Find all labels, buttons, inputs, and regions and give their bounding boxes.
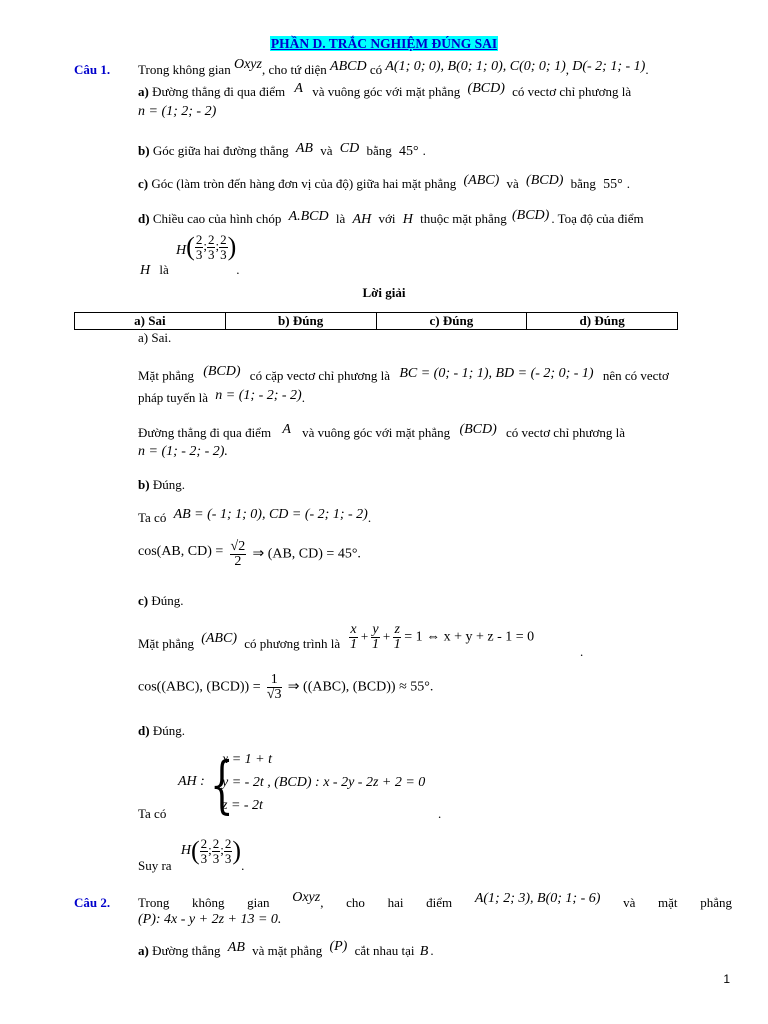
solution-title: Lời giải [362, 285, 406, 300]
sol-b-vectors: Ta có AB = (- 1; 1; 0), CD = (- 2; 1; - 2). [138, 507, 372, 525]
sol-d-head: d) Đúng. [138, 723, 185, 738]
page-number: 1 [723, 972, 730, 986]
q1-a-vector: n = (1; 2; - 2) [138, 104, 217, 119]
q2-plane-equation: (P): 4x - y + 2z + 13 = 0. [138, 912, 282, 927]
sol-b-head: b) Đúng. [138, 477, 185, 492]
sol-a-line1: Mặt phẳng (BCD) có cặp vectơ chỉ phương là BC = (0; - 1; 1), BD = (- 2; 0; - 1) nên có vectơ [138, 364, 669, 383]
sol-b-cos: cos(AB, CD) = $\frac{√2}{2}$ ⇒ (AB, CD) = 45°. [138, 539, 361, 569]
answer-c: c) Đúng [376, 313, 527, 330]
q1-statement-c: c) Góc (làm tròn đến hàng đơn vị của độ) giữa hai mặt phẳng (ABC) và (BCD) bằng 55° . [138, 173, 631, 192]
sol-c-cos: cos((ABC), (BCD)) = $\frac{1}{√3}$ ⇒ ((ABC), (BCD)) ≈ 55°. [138, 672, 434, 702]
q1-statement-d: d) Chiều cao của hình chóp A.BCD là AH với H thuộc mặt phẳng (BCD) . Toạ độ của điểm [138, 208, 644, 227]
sol-d-row3: z = - 2t [222, 798, 263, 813]
sol-c-plane: Mặt phẳng (ABC) có phương trình là $\frac{x}{1}$ + $\frac{y}{1}$ + $\frac{z}{1}$ = 1 ⇔ x + y + z - 1 = 0 [138, 622, 535, 652]
sol-a-line3: Đường thẳng đi qua điểm A và vuông góc với mặt phẳng (BCD) có vectơ chỉ phương là [138, 422, 625, 440]
sol-d-row1: x = 1 + t [222, 752, 272, 767]
question-1-label: Câu 1. [74, 62, 111, 77]
sol-a-vector: n = (1; - 2; - 2). [138, 444, 228, 459]
q1-statement-a: a) Đường thẳng đi qua điểm A và vuông góc với mặt phẳng (BCD) có vectơ chỉ phương là [138, 81, 632, 99]
sol-a-line2: pháp tuyến là n = (1; - 2; - 2). [138, 388, 305, 405]
q1-stem: Trong không gian Oxyz, cho tứ diện ABCD có A(1; 0; 0), B(0; 1; 0), C(0; 0; 1), D(- 2; 1; - 1). [138, 57, 649, 77]
q1-statement-b: b) Góc giữa hai đường thẳng AB và CD bằng 45° . [138, 141, 426, 159]
q2-stem: Trong không gian Oxyz, cho hai điểm A(1; 2; 3), B(0; 1; - 6) và mặt phẳng [138, 890, 732, 910]
section-heading: PHẦN D. TRẮC NGHIỆM ĐÚNG SAI [270, 36, 498, 51]
sol-d-taco: Ta có [138, 806, 167, 821]
answer-d: d) Đúng [527, 313, 678, 330]
sol-c-head: c) Đúng. [138, 593, 184, 608]
sol-a-head: a) Sai. [138, 330, 172, 345]
sol-d-ah: AH : [178, 774, 205, 789]
answer-table [74, 312, 678, 330]
q2-statement-a: a) Đường thẳng AB và mặt phẳng (P) cắt nhau tại B . [138, 939, 434, 959]
sol-d-row2: y = - 2t , (BCD) : x - 2y - 2z + 2 = 0 [222, 775, 426, 790]
system-brace: { [210, 748, 234, 821]
answer-a: a) Sai [75, 313, 226, 330]
question-2-label: Câu 2. [74, 895, 111, 910]
answer-b: b) Đúng [225, 313, 376, 330]
sol-d-suyra: Suy ra H( $\frac{2}{3}$ ; $\frac{2}{3}$ ; $\frac{2}{3}$ ). [138, 835, 245, 873]
q1-d-point-H: H là H( $\frac{2}{3}$ ; $\frac{2}{3}$ ; $\frac{2}{3}$ ). [140, 231, 240, 278]
